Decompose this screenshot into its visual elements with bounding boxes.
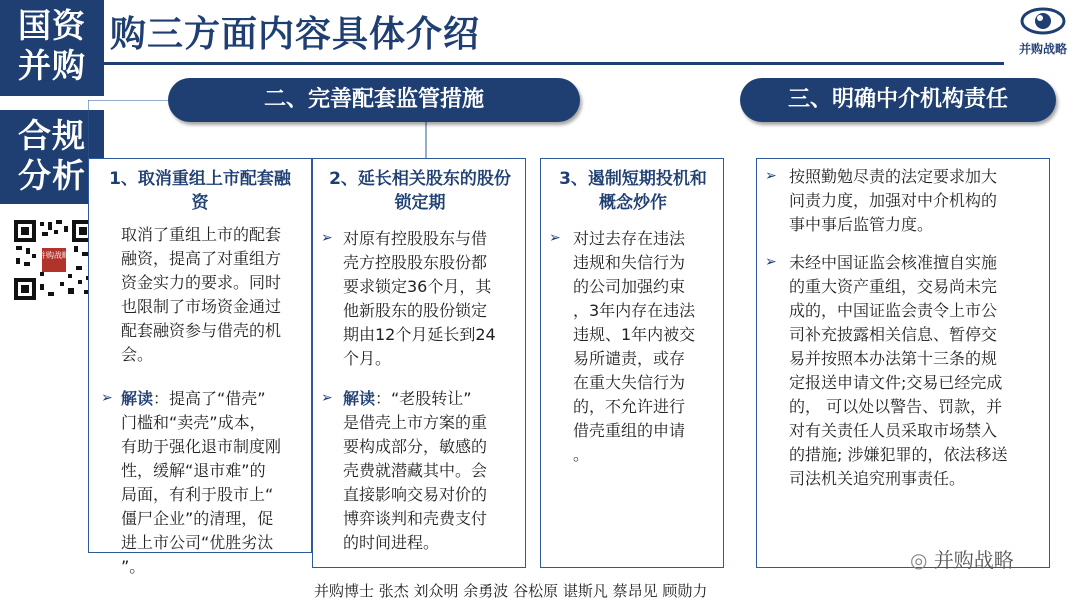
watermark [910,544,1014,573]
arrow-bullet-icon: ➢ [101,390,113,406]
logo [1014,6,1072,60]
column-3-paragraph-1: 对过去存在违法 违规和失信行为 的公司加强约束 ，3年内存在违法 违规、1年内被交 易所谴责，或存 在重大失信行为 的，不允许进行 借壳重组的申请 。 [573,229,696,464]
column-2-paragraph-2: 解读：“老股转让” 是借壳上市方案的重 要构成部分，敏感的 壳费就潜藏其中。会 直接影响交易对价的 博弈谈判和壳费支付 的时间进程。 [343,389,488,552]
column-1-paragraph-2: 解读：提高了“借壳” 门槛和“卖壳”成本， 有助于强化退市制度刚 性，缓解“退市难”的 局面，有利于股市上“ 僵尸企业”的清理，促 进上市公司“优胜劣汰 ”。 [121,389,282,576]
arrow-bullet-icon: ➢ [321,390,333,406]
interpretation-label: 解读 [121,389,154,408]
column-4-paragraph-2: 未经中国证监会核准擅自实施 的重大资产重组，交易尚未完 成的，中国证监会责令上市公 司补充披露相关信息、暂停交 易并按照本办法第十三条的规 定报送申请文件;交易已经完成 的， 可以处以警告、罚款，并 对有关责任人员采取市场禁入 的措施; 涉嫌犯罪的，依法移送 司法机关追究刑事责任。 [789,253,1008,488]
page-title: 购三方面内容具体介绍 [110,14,481,55]
qr-code-icon [12,218,96,302]
arrow-bullet-icon: ➢ [321,230,333,246]
logo-text: 并购战略 [1018,42,1067,56]
arrow-bullet-icon: ➢ [549,230,561,246]
footer-credits: 并购博士 张杰 刘众明 余勇波 谷松原 谌斯凡 蔡昂见 顾勋力 [314,582,708,600]
brand-line-4: 分析 [18,156,86,195]
watermark-text: 并购战略 [933,548,1014,572]
brand-block-top [0,0,104,96]
column-2-heading: 2、延长相关股东的股份 锁定期 [329,169,511,213]
qr-label: 并购战略 [38,251,70,260]
arrow-bullet-icon: ➢ [765,168,777,184]
column-4 [756,158,1050,568]
column-2 [312,158,526,568]
interpretation-label: 解读 [343,389,376,408]
section-2-header: 二、完善配套监管措施 [168,78,580,122]
brand-line-2: 并购 [18,46,86,85]
column-1-paragraph-1: 取消了重组上市的配套 融资，提高了对重组方 资金实力的要求。同时 也限制了市场资金通过 配套融资参与借壳的机 会。 [121,225,282,364]
wechat-icon: ◎ [910,548,928,572]
brand-line-1: 国资 [18,6,86,45]
brand-line-3: 合规 [18,116,86,155]
column-1 [88,158,312,576]
column-4-paragraph-1: 按照勤勉尽责的法定要求加大 问责力度，加强对中介机构的 事中事后监管力度。 [789,167,998,234]
column-1-heading: 1、取消重组上市配套融 资 [109,169,291,213]
qr-code [12,218,96,302]
eye-logo-icon [1020,6,1066,36]
column-3-heading: 3、遏制短期投机和 概念炒作 [559,169,707,213]
column-2-paragraph-1: 对原有控股股东与借 壳方控股股东股份都 要求锁定36个月，其 他新股东的股份锁定 期由12个月延长到24 个月。 [343,229,496,368]
column-3 [540,158,724,568]
section-3-header: 三、明确中介机构责任 [740,78,1056,122]
arrow-bullet-icon: ➢ [765,254,777,270]
